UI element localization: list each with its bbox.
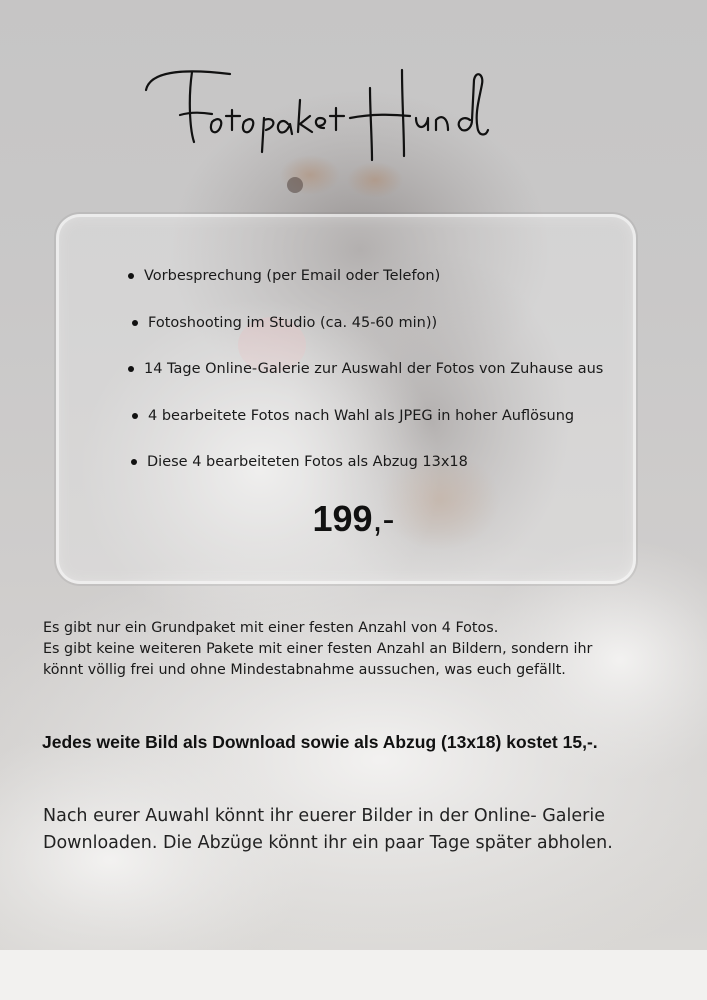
bullet-icon (131, 459, 137, 465)
script-title (140, 60, 500, 170)
info-line: könnt völlig frei und ohne Mindestabnahme aussuchen, was euch gefällt. (43, 662, 566, 678)
info-line: Es gibt nur ein Grundpaket mit einer festen Anzahl von 4 Fotos. (43, 620, 499, 636)
list-item: 4 bearbeitete Fotos nach Wahl als JPEG in hoher Auflösung (128, 402, 603, 449)
pickup-note (43, 803, 683, 857)
extra-price-note: Jedes weite Bild als Download sowie als Abzug (13x18) kostet 15,-. (42, 732, 598, 752)
bullet-icon (128, 366, 134, 372)
pickup-line: Nach eurer Auwahl könnt ihr euerer Bilder in der Online- Galerie (43, 806, 605, 826)
bullet-icon (132, 320, 138, 326)
bullet-icon (132, 413, 138, 419)
price-suffix: ,- (372, 498, 395, 539)
bullet-icon (128, 273, 134, 279)
list-item: Vorbesprechung (per Email oder Telefon) (128, 262, 603, 309)
package-items-list (128, 262, 603, 495)
list-item: Diese 4 bearbeiteten Fotos als Abzug 13x18 (128, 448, 603, 495)
pickup-line: Downloaden. Die Abzüge könnt ihr ein paar Tage später abholen. (43, 833, 613, 853)
bottom-strip (0, 950, 707, 1000)
package-price (0, 498, 707, 540)
package-info (43, 618, 663, 681)
price-amount: 199 (312, 498, 373, 539)
list-item: 14 Tage Online-Galerie zur Auswahl der Fotos von Zuhause aus (128, 355, 603, 402)
list-item: Fotoshooting im Studio (ca. 45-60 min)) (128, 309, 603, 356)
info-line: Es gibt keine weiteren Pakete mit einer festen Anzahl an Bildern, sondern ihr (43, 641, 593, 657)
